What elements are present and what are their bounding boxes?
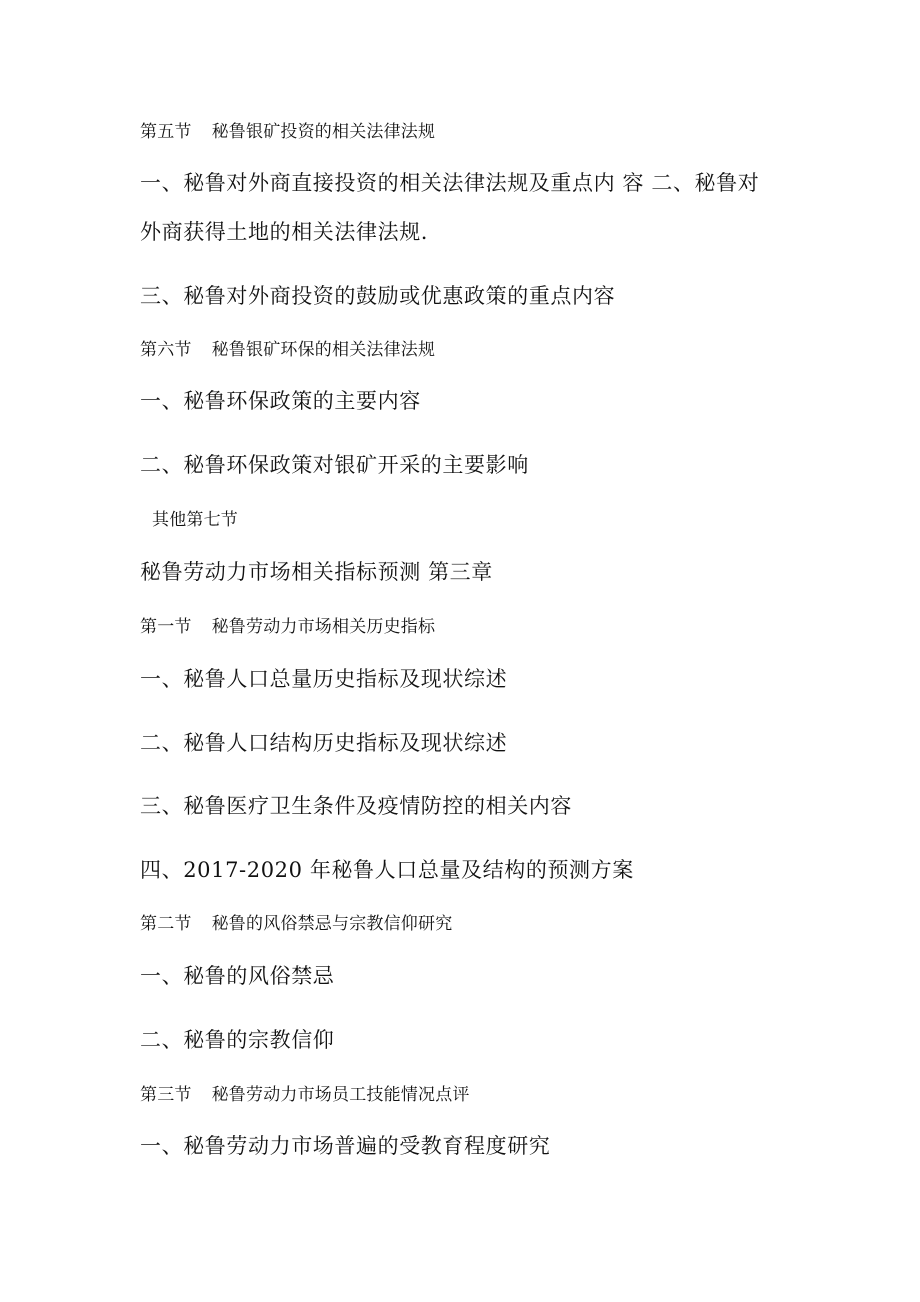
list-item: 二、秘鲁人口结构历史指标及现状综述 [140, 731, 508, 755]
section-number: 第一节 [140, 617, 192, 637]
section-number: 第二节 [140, 914, 192, 934]
list-item: 四、2017-2020 年秘鲁人口总量及结构的预测方案 [140, 858, 634, 882]
list-item: 一、秘鲁环保政策的主要内容 [140, 389, 421, 413]
list-item: 三、秘鲁对外商投资的鼓励或优惠政策的重点内容 [140, 284, 616, 308]
list-item: 一、秘鲁对外商直接投资的相关法律法规及重点内 容 二、秘鲁对 [140, 171, 760, 195]
section-number: 第五节 [140, 122, 192, 142]
chapter-heading: 秘鲁劳动力市场相关指标预测 第三章 [140, 560, 493, 584]
section-title: 秘鲁的风俗禁忌与宗教信仰研究 [211, 914, 453, 934]
section-heading-3 [140, 1080, 470, 1105]
section-heading-1 [140, 612, 435, 637]
section-title: 秘鲁银矿环保的相关法律法规 [211, 340, 436, 360]
list-item: 二、秘鲁的宗教信仰 [140, 1028, 335, 1052]
list-item: 三、秘鲁医疗卫生条件及疫情防控的相关内容 [140, 794, 572, 818]
list-item: 一、秘鲁的风俗禁忌 [140, 964, 335, 988]
list-item: 一、秘鲁劳动力市场普遍的受教育程度研究 [140, 1134, 551, 1158]
list-item: 外商获得土地的相关法律法规. [140, 220, 429, 244]
section-title: 秘鲁劳动力市场相关历史指标 [211, 617, 436, 637]
section-title: 秘鲁劳动力市场员工技能情况点评 [211, 1085, 470, 1105]
section-number: 第三节 [140, 1085, 192, 1105]
section-heading-7: 其他第七节 [152, 510, 238, 530]
section-heading-5 [140, 117, 435, 142]
section-title: 秘鲁银矿投资的相关法律法规 [211, 122, 436, 142]
section-number: 第六节 [140, 340, 192, 360]
list-item: 二、秘鲁环保政策对银矿开采的主要影响 [140, 453, 529, 477]
list-item: 一、秘鲁人口总量历史指标及现状综述 [140, 667, 508, 691]
section-heading-2 [140, 909, 452, 934]
section-heading-6 [140, 335, 435, 360]
